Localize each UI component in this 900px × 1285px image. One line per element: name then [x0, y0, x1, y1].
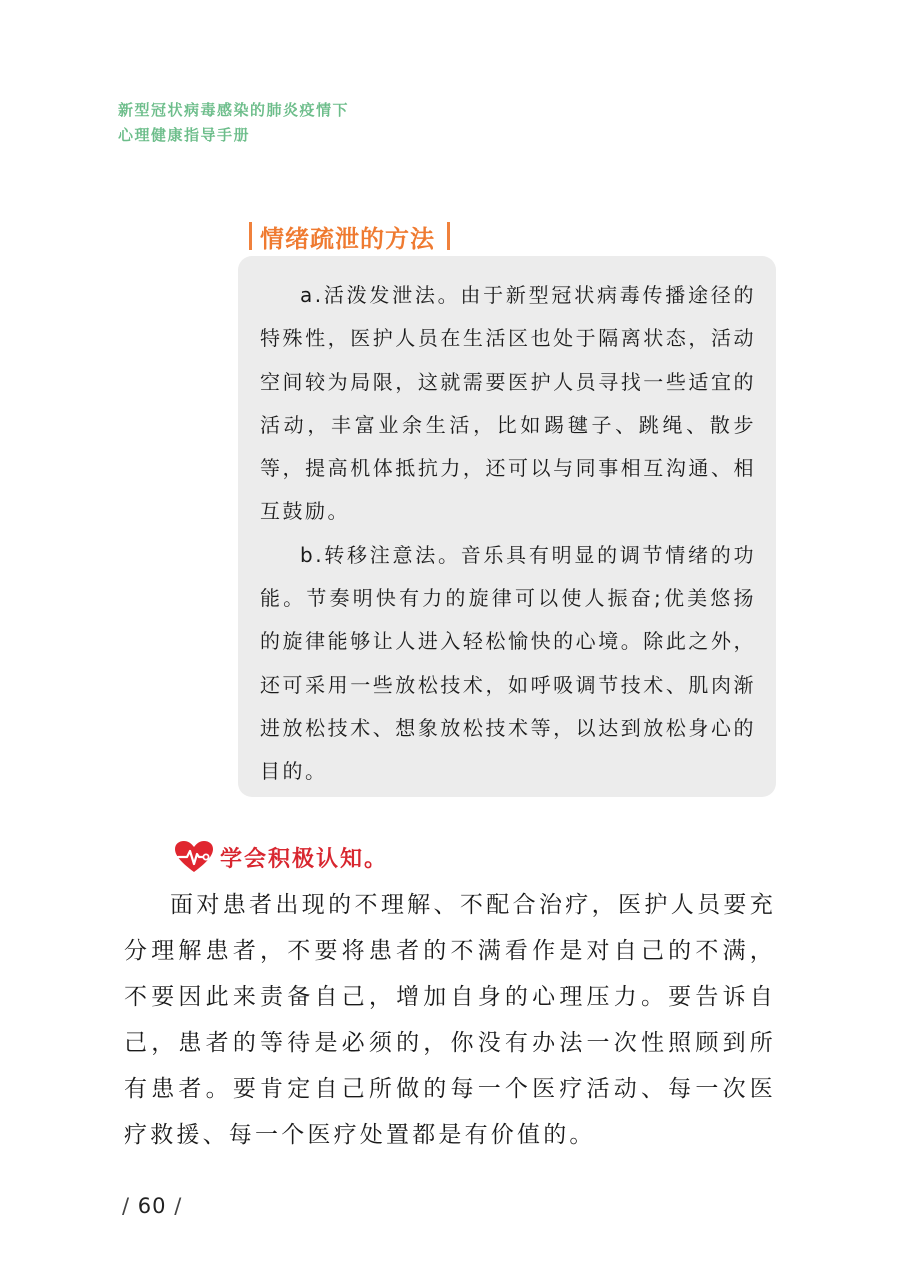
method-paragraph-a: a.活泼发泄法。由于新型冠状病毒传播途径的特殊性，医护人员在生活区也处于隔离状态，活动空间较为局限，这就需要医护人员寻找一些适宜的活动，丰富业余生活，比如踢毽子、跳绳、散步等，提高机体抵抗力，还可以与同事相互沟通、相互鼓励。: [260, 283, 756, 524]
page-slash-right: /: [174, 1194, 183, 1218]
section-title-text: 情绪疏泄的方法: [260, 223, 435, 253]
page-slash-left: /: [122, 1194, 131, 1218]
page-number: [122, 1194, 182, 1218]
title-right-bar: [447, 222, 450, 250]
method-box: [238, 256, 776, 797]
heart-pulse-icon: [174, 840, 214, 874]
header-line-1: 新型冠状病毒感染的肺炎疫情下: [118, 101, 350, 119]
body-paragraph: 面对患者出现的不理解、不配合治疗，医护人员要充分理解患者，不要将患者的不满看作是对自己的不满，不要因此来责备自己，增加自身的心理压力。要告诉自己，患者的等待是必须的，你没有办法一次性照顾到所有患者。要肯定自己所做的每一个医疗活动、每一次医疗救援、每一个医疗处置都是有价值的。: [124, 892, 776, 1148]
title-left-bar: [249, 222, 252, 250]
subheading: [174, 840, 388, 874]
method-paragraph-b: b.转移注意法。音乐具有明显的调节情绪的功能。节奏明快有力的旋律可以使人振奋;优美悠扬的旋律能够让人进入轻松愉快的心境。除此之外，还可采用一些放松技术，如呼吸调节技术、肌肉渐进放松技术、想象放松技术等，以达到放松身心的目的。: [260, 542, 756, 784]
subheading-text: 学会积极认知。: [220, 845, 389, 872]
page-number-value: 60: [137, 1194, 167, 1218]
running-header: [118, 98, 349, 148]
header-line-2: 心理健康指导手册: [118, 126, 251, 144]
section-title: [249, 216, 450, 256]
